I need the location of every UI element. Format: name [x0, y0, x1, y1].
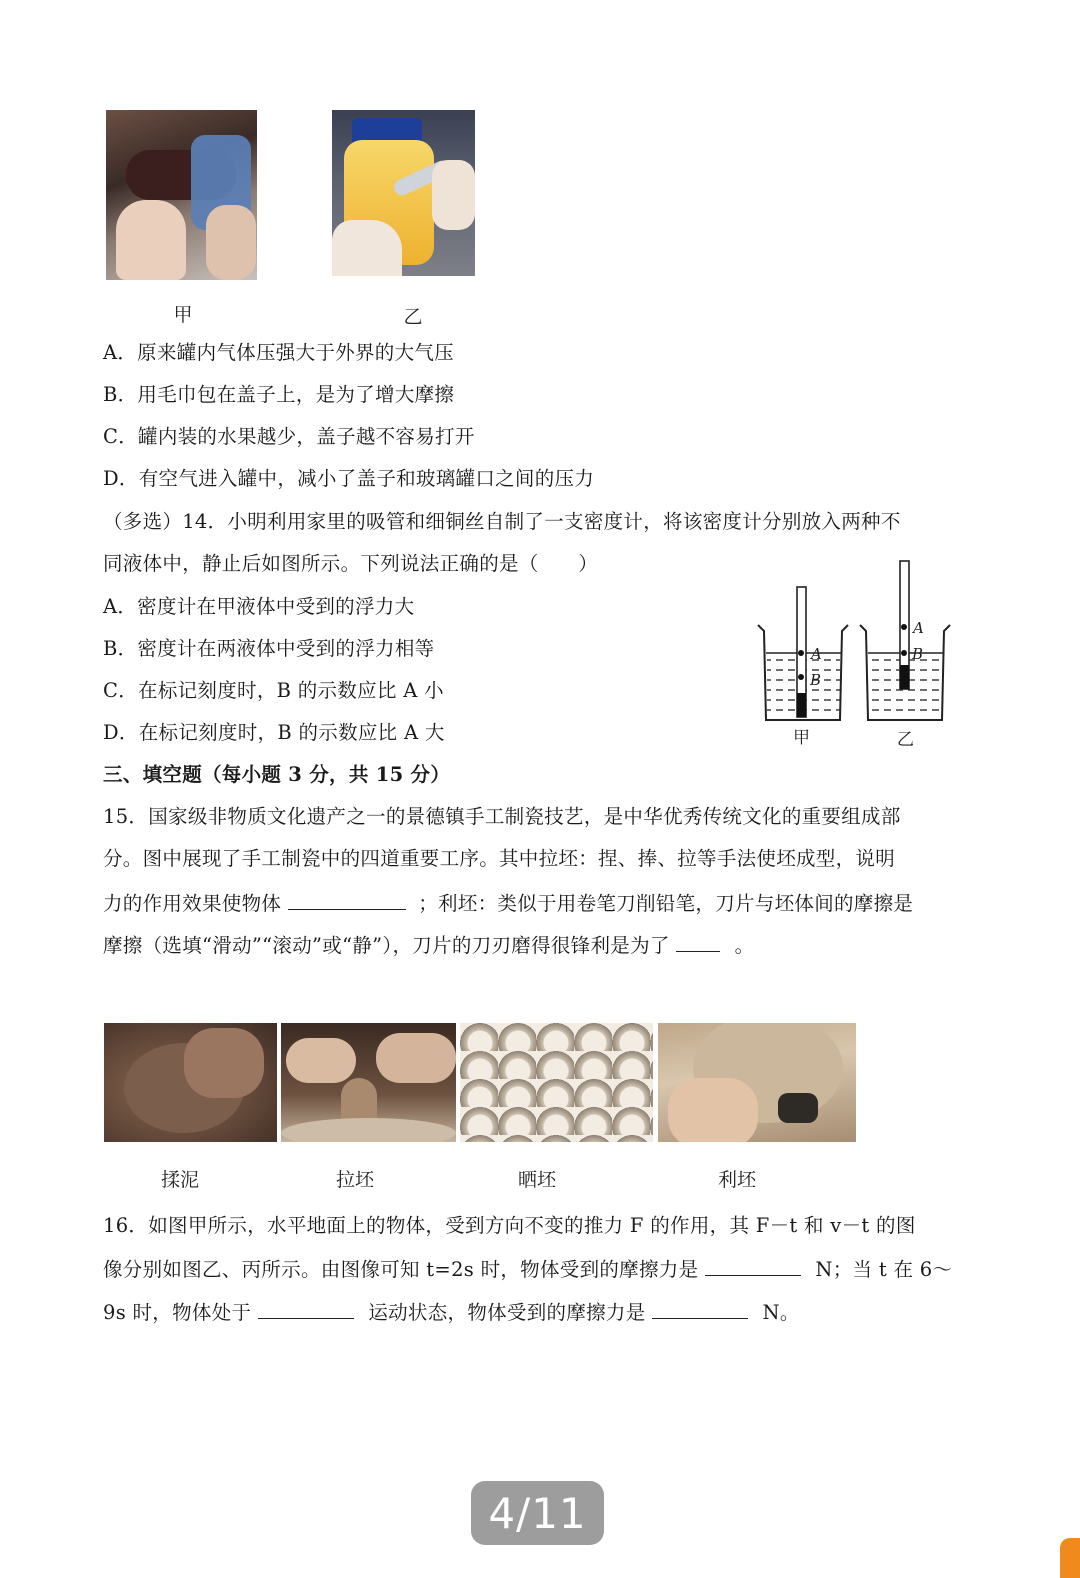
- q14-stem-line1: （多选）14．小明利用家里的吸管和细铜丝自制了一支密度计，将该密度计分别放入两种不: [103, 510, 901, 533]
- section3-title: 三、填空题（每小题 3 分，共 15 分）: [103, 763, 451, 786]
- q15-line4-a: 摩擦（选填“滑动”“滚动”或“静”），刀片的刀刃磨得很锋利是为了: [103, 934, 670, 957]
- jia-mark-b: B: [810, 671, 822, 689]
- q16-blank-3[interactable]: [652, 1298, 748, 1319]
- q16-line1: 16．如图甲所示，水平地面上的物体，受到方向不变的推力 F 的作用，其 F－t 和 v－t 的图: [103, 1214, 916, 1237]
- photo-trimming: [658, 1023, 856, 1142]
- q15-line3: [103, 889, 913, 917]
- q16-blank-2[interactable]: [258, 1298, 354, 1319]
- beaker-label-jia: 甲: [793, 728, 810, 748]
- photo-label-lapi: 拉坯: [335, 1169, 374, 1191]
- q15-line4-b: 。: [734, 934, 755, 957]
- q13-option-b: B．用毛巾包在盖子上，是为了增大摩擦: [103, 383, 455, 406]
- page-indicator[interactable]: 4/11: [471, 1481, 604, 1545]
- q14-stem-line2: 同液体中，静止后如图所示。下列说法正确的是（ ）: [103, 552, 599, 575]
- beaker-jia: [758, 587, 848, 720]
- photo-label-jia: 甲: [173, 304, 193, 326]
- q14-option-c: C．在标记刻度时，B 的示数应比 A 小: [103, 679, 444, 702]
- q14-option-a: A．密度计在甲液体中受到的浮力大: [103, 595, 415, 618]
- photo-jar-spoon: [332, 110, 475, 276]
- q16-line3-a: 9s 时，物体处于: [103, 1301, 252, 1324]
- q16-line3-b: 运动状态，物体受到的摩擦力是: [368, 1301, 646, 1324]
- q13-option-c: C．罐内装的水果越少，盖子越不容易打开: [103, 425, 475, 448]
- photo-label-lipi: 利坯: [717, 1169, 756, 1191]
- yi-mark-b: B: [912, 645, 924, 663]
- jia-mark-a: A: [811, 645, 822, 663]
- q15-line3-b: ；利坯：类似于用卷笔刀削铅笔，刀片与坯体间的摩擦是: [418, 892, 914, 915]
- q13-option-a: A．原来罐内气体压强大于外界的大气压: [103, 341, 454, 364]
- hydrometer-diagram: [750, 555, 960, 755]
- q15-line1: 15．国家级非物质文化遗产之一的景德镇手工制瓷技艺，是中华优秀传统文化的重要组成部: [103, 805, 901, 828]
- photo-jar-towel: [106, 110, 257, 280]
- beaker-yi: [860, 561, 950, 720]
- q16-line2-a: 像分别如图乙、丙所示。由图像可知 t=2s 时，物体受到的摩擦力是: [103, 1258, 699, 1281]
- q14-option-b: B．密度计在两液体中受到的浮力相等: [103, 637, 435, 660]
- scroll-handle[interactable]: [1060, 1538, 1080, 1578]
- q13-option-d: D．有空气进入罐中，减小了盖子和玻璃罐口之间的压力: [103, 467, 595, 490]
- photo-label-yi: 乙: [403, 306, 423, 328]
- beaker-label-yi: 乙: [897, 730, 914, 750]
- q15-line4: [103, 931, 754, 959]
- q15-line3-a: 力的作用效果使物体: [103, 892, 282, 915]
- q15-blank-1[interactable]: [288, 889, 406, 910]
- photo-kneading-clay: [104, 1023, 277, 1142]
- q16-line2: [103, 1255, 952, 1283]
- q16-blank-1[interactable]: [705, 1255, 801, 1276]
- q14-option-d: D．在标记刻度时，B 的示数应比 A 大: [103, 721, 445, 744]
- q16-line2-b: N；当 t 在 6～: [815, 1258, 953, 1281]
- q15-line2: 分。图中展现了手工制瓷中的四道重要工序。其中拉坯：捏、捧、拉等手法使坯成型，说明: [103, 847, 896, 870]
- photo-label-rouni: 揉泥: [160, 1169, 199, 1191]
- yi-mark-a: A: [913, 619, 924, 637]
- photo-throwing-clay: [281, 1023, 456, 1142]
- q16-line3: [103, 1298, 800, 1326]
- photo-label-shaipi: 晒坯: [517, 1169, 556, 1191]
- q16-line3-c: N。: [762, 1301, 800, 1324]
- q15-blank-3[interactable]: [676, 931, 720, 952]
- photo-drying-bowls: [460, 1023, 653, 1142]
